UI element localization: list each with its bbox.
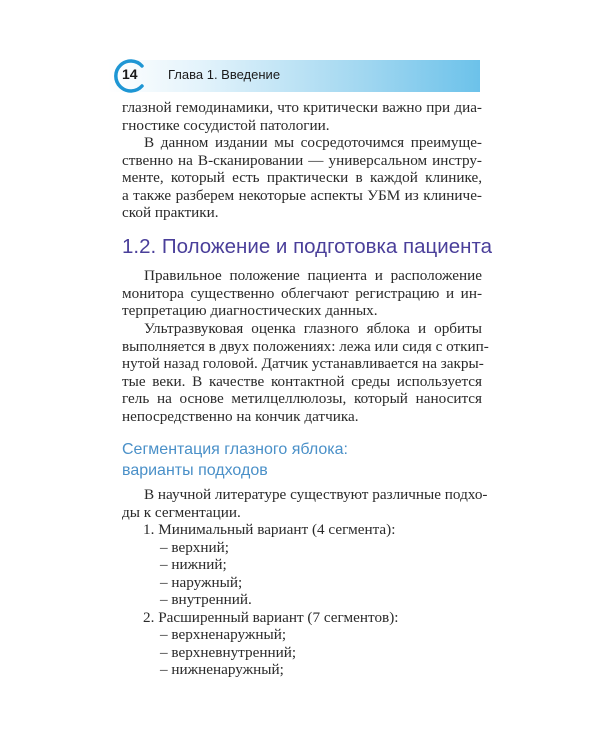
text-line: монитора существенно облегчают регистрацию и ин-	[122, 284, 482, 302]
paragraph-4	[122, 320, 489, 426]
paragraph-5	[122, 486, 488, 521]
section-heading: 1.2. Положение и подготовка пациента	[122, 235, 493, 258]
text-line: Ультразвуковая оценка глазного яблока и орбиты	[144, 320, 482, 337]
chapter-title: Глава 1. Введение	[168, 67, 281, 82]
text-line: непосредственно на кончик датчика.	[122, 407, 359, 425]
list-item: 1. Минимальный вариант (4 сегмента):	[143, 521, 396, 538]
paragraph-1	[122, 99, 482, 134]
text-line: В данном издании мы сосредоточимся преимуще-	[144, 134, 482, 151]
text-line: выполняется в двух положениях: лежа или сидя с откип-	[122, 337, 489, 355]
text-line: терпретацию диагностических данных.	[122, 302, 378, 320]
text-line: ской практики.	[122, 204, 219, 222]
text-line: гель на основе метилцеллюлозы, который наносится	[122, 390, 482, 408]
subheading-line-1: Сегментация глазного яблока:	[122, 441, 348, 458]
paragraph-3	[122, 267, 482, 320]
text-line: гностике сосудистой патологии.	[122, 116, 330, 134]
page-number: 14	[122, 66, 138, 82]
text-line: тые веки. В качестве контактной среды используется	[122, 372, 482, 390]
list-subitem: – наружный;	[160, 574, 243, 591]
text-line: В научной литературе существуют различные подхо-	[144, 486, 488, 503]
list-subitem: – верхненаружный;	[160, 626, 287, 643]
text-line: нутой назад головой. Датчик устанавливается на закры-	[122, 355, 484, 373]
text-line: Правильное положение пациента и расположение	[144, 267, 482, 284]
text-line: менте, который есть практически в каждой клинике,	[122, 169, 482, 187]
text-line: а также разберем некоторые аспекты УБМ из клиниче-	[122, 186, 482, 204]
list-item: 2. Расширенный вариант (7 сегментов):	[143, 609, 399, 626]
list-subitem: – внутренний.	[160, 591, 252, 608]
text-line: глазной гемодинамики, что критически важно при диа-	[122, 99, 482, 116]
list-subitem: – нижненаружный;	[160, 661, 284, 678]
list-subitem: – верхневнутренний;	[160, 644, 297, 661]
list-subitem: – верхний;	[160, 539, 230, 556]
text-line: ды к сегментации.	[122, 503, 241, 521]
text-line: ственно на В-сканировании — универсальном инстру-	[122, 151, 482, 169]
paragraph-2	[122, 134, 482, 222]
list-subitem: – нижний;	[160, 556, 227, 573]
subheading-line-2: варианты подходов	[122, 462, 268, 479]
running-header-band	[108, 60, 480, 92]
